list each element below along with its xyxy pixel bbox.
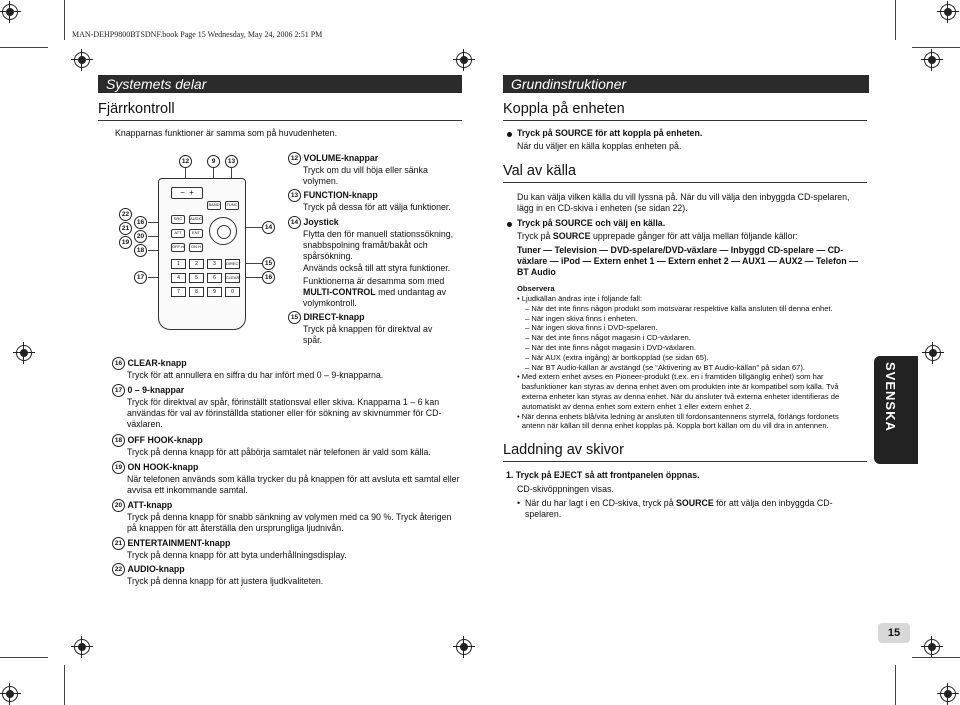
ent-button[interactable]: ENT [189,229,203,238]
language-tab-label: SVENSKA [883,362,898,432]
key-4[interactable]: 4 [171,273,186,283]
notes-list [517,294,862,431]
power-on-step: Tryck på SOURCE för att koppla på enheten. [517,128,703,138]
registration-mark [16,345,32,361]
item-title: VOLUME-knappar [303,152,379,163]
remote-control-body [158,178,246,330]
volume-buttons[interactable]: − + [171,187,203,199]
intro-text: Knapparnas funktioner är samma som på huvudenheten. [115,128,338,138]
callout-16: 16 [134,216,147,229]
callout-22: 22 [119,208,132,221]
clear-button[interactable]: CLEAR [225,273,240,283]
callout-9: 9 [207,155,220,168]
item-15-desc: Tryck på knappen för direktval av spår. [303,324,433,346]
registration-mark [74,52,90,68]
crop-mark [895,665,896,705]
key-6[interactable]: 6 [207,273,222,283]
item-title: FUNCTION-knapp [303,189,378,200]
note-item: • När denna enhets blå/vita ledning är ansluten till fordonsantennens styrrelä, förlängs fordonets antenn när källan till denna enhet kopplas på. Koppla bort källan om du vill dra in antennen. [517,411,839,431]
key-8[interactable]: 8 [189,287,204,297]
crop-mark [64,0,65,40]
key-0[interactable]: 0 [225,287,240,297]
callout-13: 13 [225,155,238,168]
eject-sub: CD-skivöppningen visas. [517,484,614,494]
item-14-desc: Flytta den för manuell stationssökning, snabbspolning framåt/bakåt och spårsökning. [303,229,454,262]
item-17-desc: Tryck för direktval av spår, förinställt stationsval eller skiva. Knapparna 1 – 6 kan användas för val av förinställda stationer eller för sökning av skivnummer för CD-växlaren. [127,397,442,430]
item-number: 14 [288,216,301,229]
source-step-sub: Tryck på SOURCE upprepade gånger för att välja mellan följande källor: [517,231,798,241]
title-underline [98,120,462,121]
item-13-desc: Tryck på dessa för att välja funktioner. [303,202,451,212]
item-14 [288,216,463,229]
registration-mark [924,52,940,68]
crop-mark [0,657,48,658]
step-bullet [507,222,512,227]
file-info-header: MAN-DEHP9800BTSDNF.book Page 15 Wednesday, May 24, 2006 2:51 PM [72,30,323,39]
src-button[interactable]: SRC [171,215,185,224]
note-sub-item: – När ingen skiva finns i enheten. [525,313,638,323]
off-hook-button[interactable]: OFF H [171,243,185,252]
registration-mark [2,686,18,702]
title-underline [503,182,867,183]
registration-mark [925,345,941,361]
page-number: 15 [878,623,910,643]
key-1[interactable]: 1 [171,259,186,269]
audio-button[interactable]: AUDIO [189,215,203,224]
func-button[interactable]: FUNC [225,201,239,210]
callout-16b: 16 [262,271,275,284]
registration-mark [940,4,956,20]
item-title: Joystick [303,216,339,227]
callout-12: 12 [179,155,192,168]
item-14-desc2: Används också till att styra funktioner. [303,263,451,273]
callout-20: 20 [134,230,147,243]
callout-19: 19 [119,236,132,249]
key-9[interactable]: 9 [207,287,222,297]
title-underline [503,461,867,462]
source-intro: Du kan välja vilken källa du vill lyssna på. När du vill välja den inbyggda CD-spelaren, lägg in en CD-skiva i enheten (se sidan 22). [517,192,850,214]
joystick[interactable] [209,217,237,245]
crop-mark [0,47,48,48]
item-number: 13 [288,189,301,202]
item-21-desc: Tryck på denna knapp för att byta underhållningsdisplay. [127,550,347,560]
eject-bullet: • När du har lagt i en CD-skiva, tryck på SOURCE för att välja den inbyggda CD-spelaren. [517,498,833,520]
att-button[interactable]: ATT [171,229,185,238]
item-21: 21 ENTERTAINMENT-knapp [112,537,462,550]
key-2[interactable]: 2 [189,259,204,269]
section-title-val-av-kalla: Val av källa [503,163,577,179]
section-title-fjarrkontroll: Fjärrkontroll [98,101,175,117]
section-bar-systemets-delar: Systemets delar [98,75,462,93]
item-19-desc: När telefonen används som källa trycker du på knappen för att avsluta ett samtal eller avvisa ett inkommande samtal. [127,474,460,496]
language-tab [874,356,918,464]
item-22-desc: Tryck på denna knapp för att justera ljudkvaliteten. [127,576,324,586]
direct-button[interactable]: DIRECT [225,259,240,269]
note-sub-item: – När det inte finns någon produkt som motsvarar respektive källa ansluten till denna enhet. [525,303,833,313]
item-17: 17 0 – 9-knappar [112,384,462,397]
note-item: • Ljudkällan ändras inte i följande fall: [517,294,643,303]
item-number: 12 [288,152,301,165]
registration-mark [940,686,956,702]
callout-14: 14 [262,221,275,234]
on-hook-button[interactable]: ON H [189,243,203,252]
item-18-desc: Tryck på denna knapp för att påbörja samtalet när telefonen är vald som källa. [127,447,431,457]
item-12-desc: Tryck om du vill höja eller sänka volymen. [303,165,428,187]
step-bullet [507,132,512,137]
section-bar-grundinstruktioner: Grundinstruktioner [503,75,869,93]
crop-mark [895,0,896,40]
crop-mark [912,657,960,658]
item-number: 15 [288,311,301,324]
power-on-sub: När du väljer en källa kopplas enheten på. [517,141,682,151]
item-22: 22 AUDIO-knapp [112,563,462,576]
registration-mark [456,639,472,655]
section-title-laddning: Laddning av skivor [503,442,624,458]
item-16: 16 CLEAR-knapp [112,357,462,370]
item-19: 19 ON HOOK-knapp [112,461,462,474]
crop-mark [912,47,960,48]
callout-17: 17 [134,271,147,284]
title-underline [503,120,867,121]
item-15 [288,311,463,324]
notes-title: Observera [517,284,555,293]
callout-18: 18 [134,244,147,257]
callout-15: 15 [262,257,275,270]
eject-step: 1. Tryck på EJECT så att frontpanelen öppnas. [506,470,700,480]
note-item: • Med extern enhet avses en Pioneer-produkt (t.ex. en i framtiden tillgänglig enhet) som har basfunktioner kan styras av denna enhet även om produkten inte är kompatibel som källa. Två externa enheter kan styras av denna enhet. När du ansluter två externa enheter identifieras de automatiskt av denna enhet som extern enhet 1 eller extern enhet 2. [517,372,840,411]
joystick-center[interactable] [217,225,231,239]
item-13 [288,189,463,202]
source-list: Tuner — Television — DVD-spelare/DVD-växlare — Inbyggd CD-spelare — CD-växlare — iPod — Extern enhet 1 — Extern enhet 2 — AUX1 — AUX2 — Telefon — BT Audio [517,245,858,278]
note-sub-item: – När AUX (extra ingång) är bortkopplad (se sidan 65). [525,352,709,362]
band-button[interactable]: BAND [207,201,221,210]
crop-mark [64,665,65,705]
key-7[interactable]: 7 [171,287,186,297]
item-18: 18 OFF HOOK-knapp [112,434,462,447]
registration-mark [74,639,90,655]
item-16-desc: Tryck för att annullera en siffra du har infört med 0 – 9-knapparna. [127,370,384,380]
note-sub-item: – När det inte finns något magasin i CD-växlaren. [525,333,691,343]
callout-21: 21 [119,222,132,235]
note-sub-item: – När ingen skiva finns i DVD-spelaren. [525,323,658,333]
item-14-desc3: Funktionerna är desamma som med MULTI-CONTROL med undantag av volymkontroll. [303,276,447,309]
item-12 [288,152,463,165]
source-step: Tryck på SOURCE och välj en källa. [517,218,666,228]
registration-mark [456,52,472,68]
registration-mark [2,4,18,20]
registration-mark [924,639,940,655]
key-5[interactable]: 5 [189,273,204,283]
note-sub-item: – När det inte finns något magasin i DVD-växlaren. [525,342,696,352]
item-20-desc: Tryck på denna knapp för snabb sänkning av volymen med ca 90 %. Tryck återigen på knappen för att återställa den ursprungliga ljudnivån. [127,512,452,534]
item-title: DIRECT-knapp [303,311,365,322]
item-20: 20 ATT-knapp [112,499,462,512]
key-3[interactable]: 3 [207,259,222,269]
note-sub-item: – När BT Audio-källan är avstängd (se “Aktivering av BT Audio-källan” på sidan 67). [525,362,805,372]
section-title-koppla-pa: Koppla på enheten [503,101,625,117]
